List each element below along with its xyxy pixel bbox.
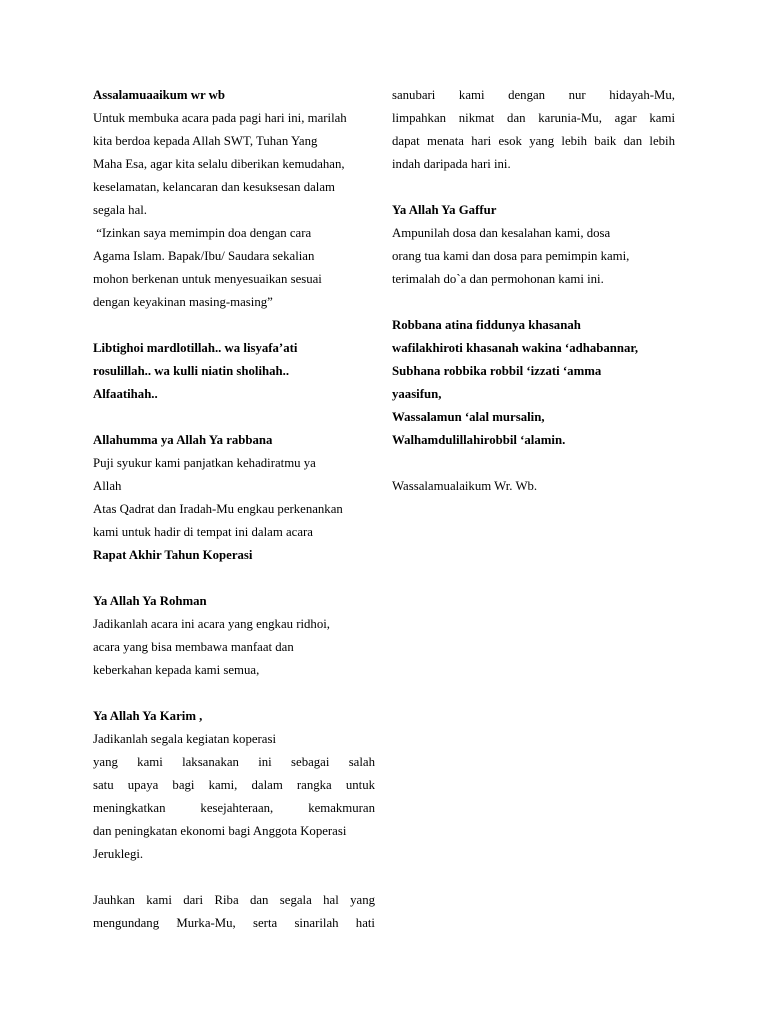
invitation-line: “Izinkan saya memimpin doa dengan cara bbox=[93, 226, 312, 240]
arabic-line: rosulillah.. wa kulli niatin sholihah.. bbox=[93, 364, 290, 378]
prayer-line: indah daripada hari ini. bbox=[392, 157, 511, 171]
prayer-line: acara yang bisa membawa manfaat dan bbox=[93, 640, 294, 654]
rabbana-section bbox=[93, 429, 375, 567]
closing-line: Subhana robbika robbil ‘izzati ‘amma bbox=[392, 364, 602, 378]
prayer-line: Jeruklegi. bbox=[93, 847, 144, 861]
section-heading: Ya Allah Ya Karim , bbox=[93, 709, 203, 723]
opening-line: Maha Esa, agar kita selalu diberikan kemudahan, bbox=[93, 157, 345, 171]
rohman-section bbox=[93, 590, 375, 682]
closing-line: Wassalamun ‘alal mursalin, bbox=[392, 410, 545, 424]
karim-section bbox=[93, 705, 375, 866]
gaffur-section bbox=[392, 199, 675, 291]
continuation-paragraph bbox=[392, 84, 675, 176]
opening-paragraph bbox=[93, 84, 375, 314]
event-name: Rapat Akhir Tahun Koperasi bbox=[93, 548, 253, 562]
farewell: Wassalamualaikum Wr. Wb. bbox=[392, 479, 538, 493]
greeting: Assalamuaaikum wr wb bbox=[93, 88, 226, 102]
closing-line: wafilakhiroti khasanah wakina ‘adhabannar, bbox=[392, 341, 639, 355]
opening-line: kita berdoa kepada Allah SWT, Tuhan Yang bbox=[93, 134, 318, 148]
arabic-intention bbox=[93, 337, 375, 406]
arabic-line: Libtighoi mardlotillah.. wa lisyafa’ati bbox=[93, 341, 298, 355]
invitation-line: mohon berkenan untuk menyesuaikan sesuai bbox=[93, 272, 322, 286]
prayer-line: terimalah do`a dan permohonan kami ini. bbox=[392, 272, 604, 286]
prayer-line: Atas Qadrat dan Iradah-Mu engkau perkenankan bbox=[93, 502, 343, 516]
prayer-line: limpahkan nikmat dan karunia-Mu, agar kami bbox=[392, 111, 675, 125]
invitation-line: Agama Islam. Bapak/Ibu/ Saudara sekalian bbox=[93, 249, 315, 263]
prayer-line: Ampunilah dosa dan kesalahan kami, dosa bbox=[392, 226, 611, 240]
arabic-line: Alfaatihah.. bbox=[93, 387, 158, 401]
section-heading: Ya Allah Ya Gaffur bbox=[392, 203, 497, 217]
prayer-line: meningkatkan kesejahteraan, kemakmuran bbox=[93, 801, 375, 815]
opening-line: segala hal. bbox=[93, 203, 148, 217]
prayer-line: keberkahan kepada kami semua, bbox=[93, 663, 260, 677]
invitation-line: dengan keyakinan masing-masing” bbox=[93, 295, 273, 309]
farewell-paragraph bbox=[392, 475, 675, 498]
closing-line: yaasifun, bbox=[392, 387, 442, 401]
prayer-line: dapat menata hari esok yang lebih baik dan lebih bbox=[392, 134, 675, 148]
riba-section bbox=[93, 889, 375, 935]
prayer-line: dan peningkatan ekonomi bagi Anggota Koperasi bbox=[93, 824, 347, 838]
prayer-line: Jadikanlah acara ini acara yang engkau ridhoi, bbox=[93, 617, 330, 631]
prayer-line: Puji syukur kami panjatkan kehadiratmu ya bbox=[93, 456, 316, 470]
closing-prayer bbox=[392, 314, 675, 452]
prayer-line: kami untuk hadir di tempat ini dalam acara bbox=[93, 525, 313, 539]
prayer-line: orang tua kami dan dosa para pemimpin kami, bbox=[392, 249, 630, 263]
prayer-line: yang kami laksanakan ini sebagai salah bbox=[93, 755, 375, 769]
opening-line: Untuk membuka acara pada pagi hari ini, marilah bbox=[93, 111, 347, 125]
section-heading: Ya Allah Ya Rohman bbox=[93, 594, 207, 608]
closing-line: Robbana atina fiddunya khasanah bbox=[392, 318, 581, 332]
opening-line: keselamatan, kelancaran dan kesuksesan dalam bbox=[93, 180, 335, 194]
closing-line: Walhamdulillahirobbil ‘alamin. bbox=[392, 433, 566, 447]
section-heading: Allahumma ya Allah Ya rabbana bbox=[93, 433, 273, 447]
right-column bbox=[392, 84, 675, 521]
prayer-line: Jadikanlah segala kegiatan koperasi bbox=[93, 732, 276, 746]
prayer-line: Jauhkan kami dari Riba dan segala hal yang bbox=[93, 893, 375, 907]
prayer-line: sanubari kami dengan nur hidayah-Mu, bbox=[392, 88, 675, 102]
prayer-line: satu upaya bagi kami, dalam rangka untuk bbox=[93, 778, 375, 792]
prayer-line: mengundang Murka-Mu, serta sinarilah hati bbox=[93, 916, 375, 930]
left-column bbox=[93, 84, 375, 958]
prayer-line: Allah bbox=[93, 479, 122, 493]
